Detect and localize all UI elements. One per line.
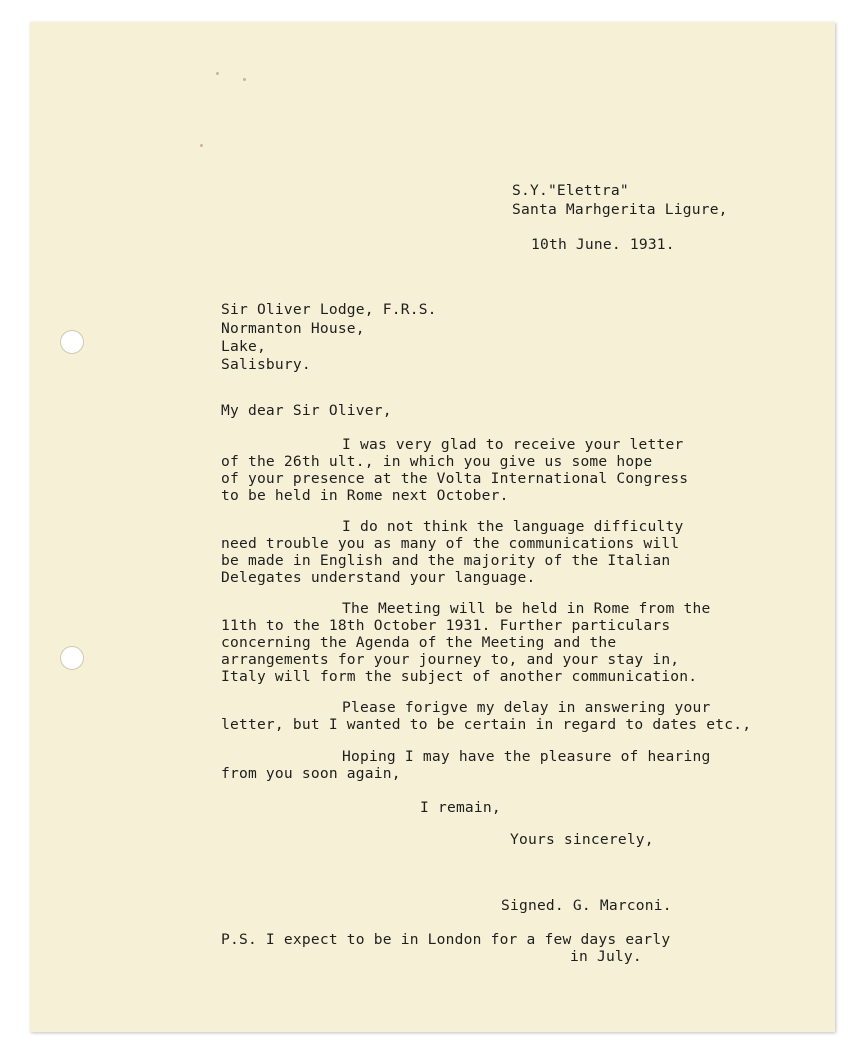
body-line: Please forigve my delay in answering your bbox=[342, 699, 711, 716]
body-line: I was very glad to receive your letter bbox=[342, 436, 684, 453]
body-line: I do not think the language difficulty bbox=[342, 518, 684, 535]
body-line: need trouble you as many of the communications will bbox=[221, 535, 680, 552]
recipient-town: Salisbury. bbox=[221, 356, 311, 373]
letter-date: 10th June. 1931. bbox=[531, 236, 675, 253]
recipient-locality: Lake, bbox=[221, 338, 266, 355]
body-line: Hoping I may have the pleasure of hearing bbox=[342, 748, 711, 765]
body-line: arrangements for your journey to, and your stay in, bbox=[221, 651, 680, 668]
recipient-house: Normanton House, bbox=[221, 320, 365, 337]
body-line: concerning the Agenda of the Meeting and the bbox=[221, 634, 617, 651]
punch-hole-top bbox=[60, 330, 84, 354]
body-line: of your presence at the Volta International Congress bbox=[221, 470, 689, 487]
body-line: from you soon again, bbox=[221, 765, 401, 782]
body-line: 11th to the 18th October 1931. Further particulars bbox=[221, 617, 671, 634]
signature: Signed. G. Marconi. bbox=[501, 897, 672, 914]
body-line: Delegates understand your language. bbox=[221, 569, 536, 586]
punch-hole-bottom bbox=[60, 646, 84, 670]
paper-speck bbox=[216, 72, 219, 75]
paper-speck bbox=[243, 78, 246, 81]
postscript-line-2: in July. bbox=[570, 948, 642, 965]
salutation: My dear Sir Oliver, bbox=[221, 402, 392, 419]
body-line: Italy will form the subject of another communication. bbox=[221, 668, 698, 685]
recipient-name: Sir Oliver Lodge, F.R.S. bbox=[221, 301, 437, 318]
body-line: of the 26th ult., in which you give us some hope bbox=[221, 453, 653, 470]
letterhead-place: Santa Marhgerita Ligure, bbox=[512, 201, 728, 218]
body-line: to be held in Rome next October. bbox=[221, 487, 509, 504]
closing-remain: I remain, bbox=[420, 799, 501, 816]
paper-speck bbox=[200, 144, 203, 147]
postscript-line-1: P.S. I expect to be in London for a few days early bbox=[221, 931, 671, 948]
closing-sincerely: Yours sincerely, bbox=[510, 831, 654, 848]
letterhead-vessel: S.Y."Elettra" bbox=[512, 182, 629, 199]
body-line: be made in English and the majority of the Italian bbox=[221, 552, 671, 569]
body-line: letter, but I wanted to be certain in regard to dates etc., bbox=[221, 716, 752, 733]
body-line: The Meeting will be held in Rome from the bbox=[342, 600, 711, 617]
